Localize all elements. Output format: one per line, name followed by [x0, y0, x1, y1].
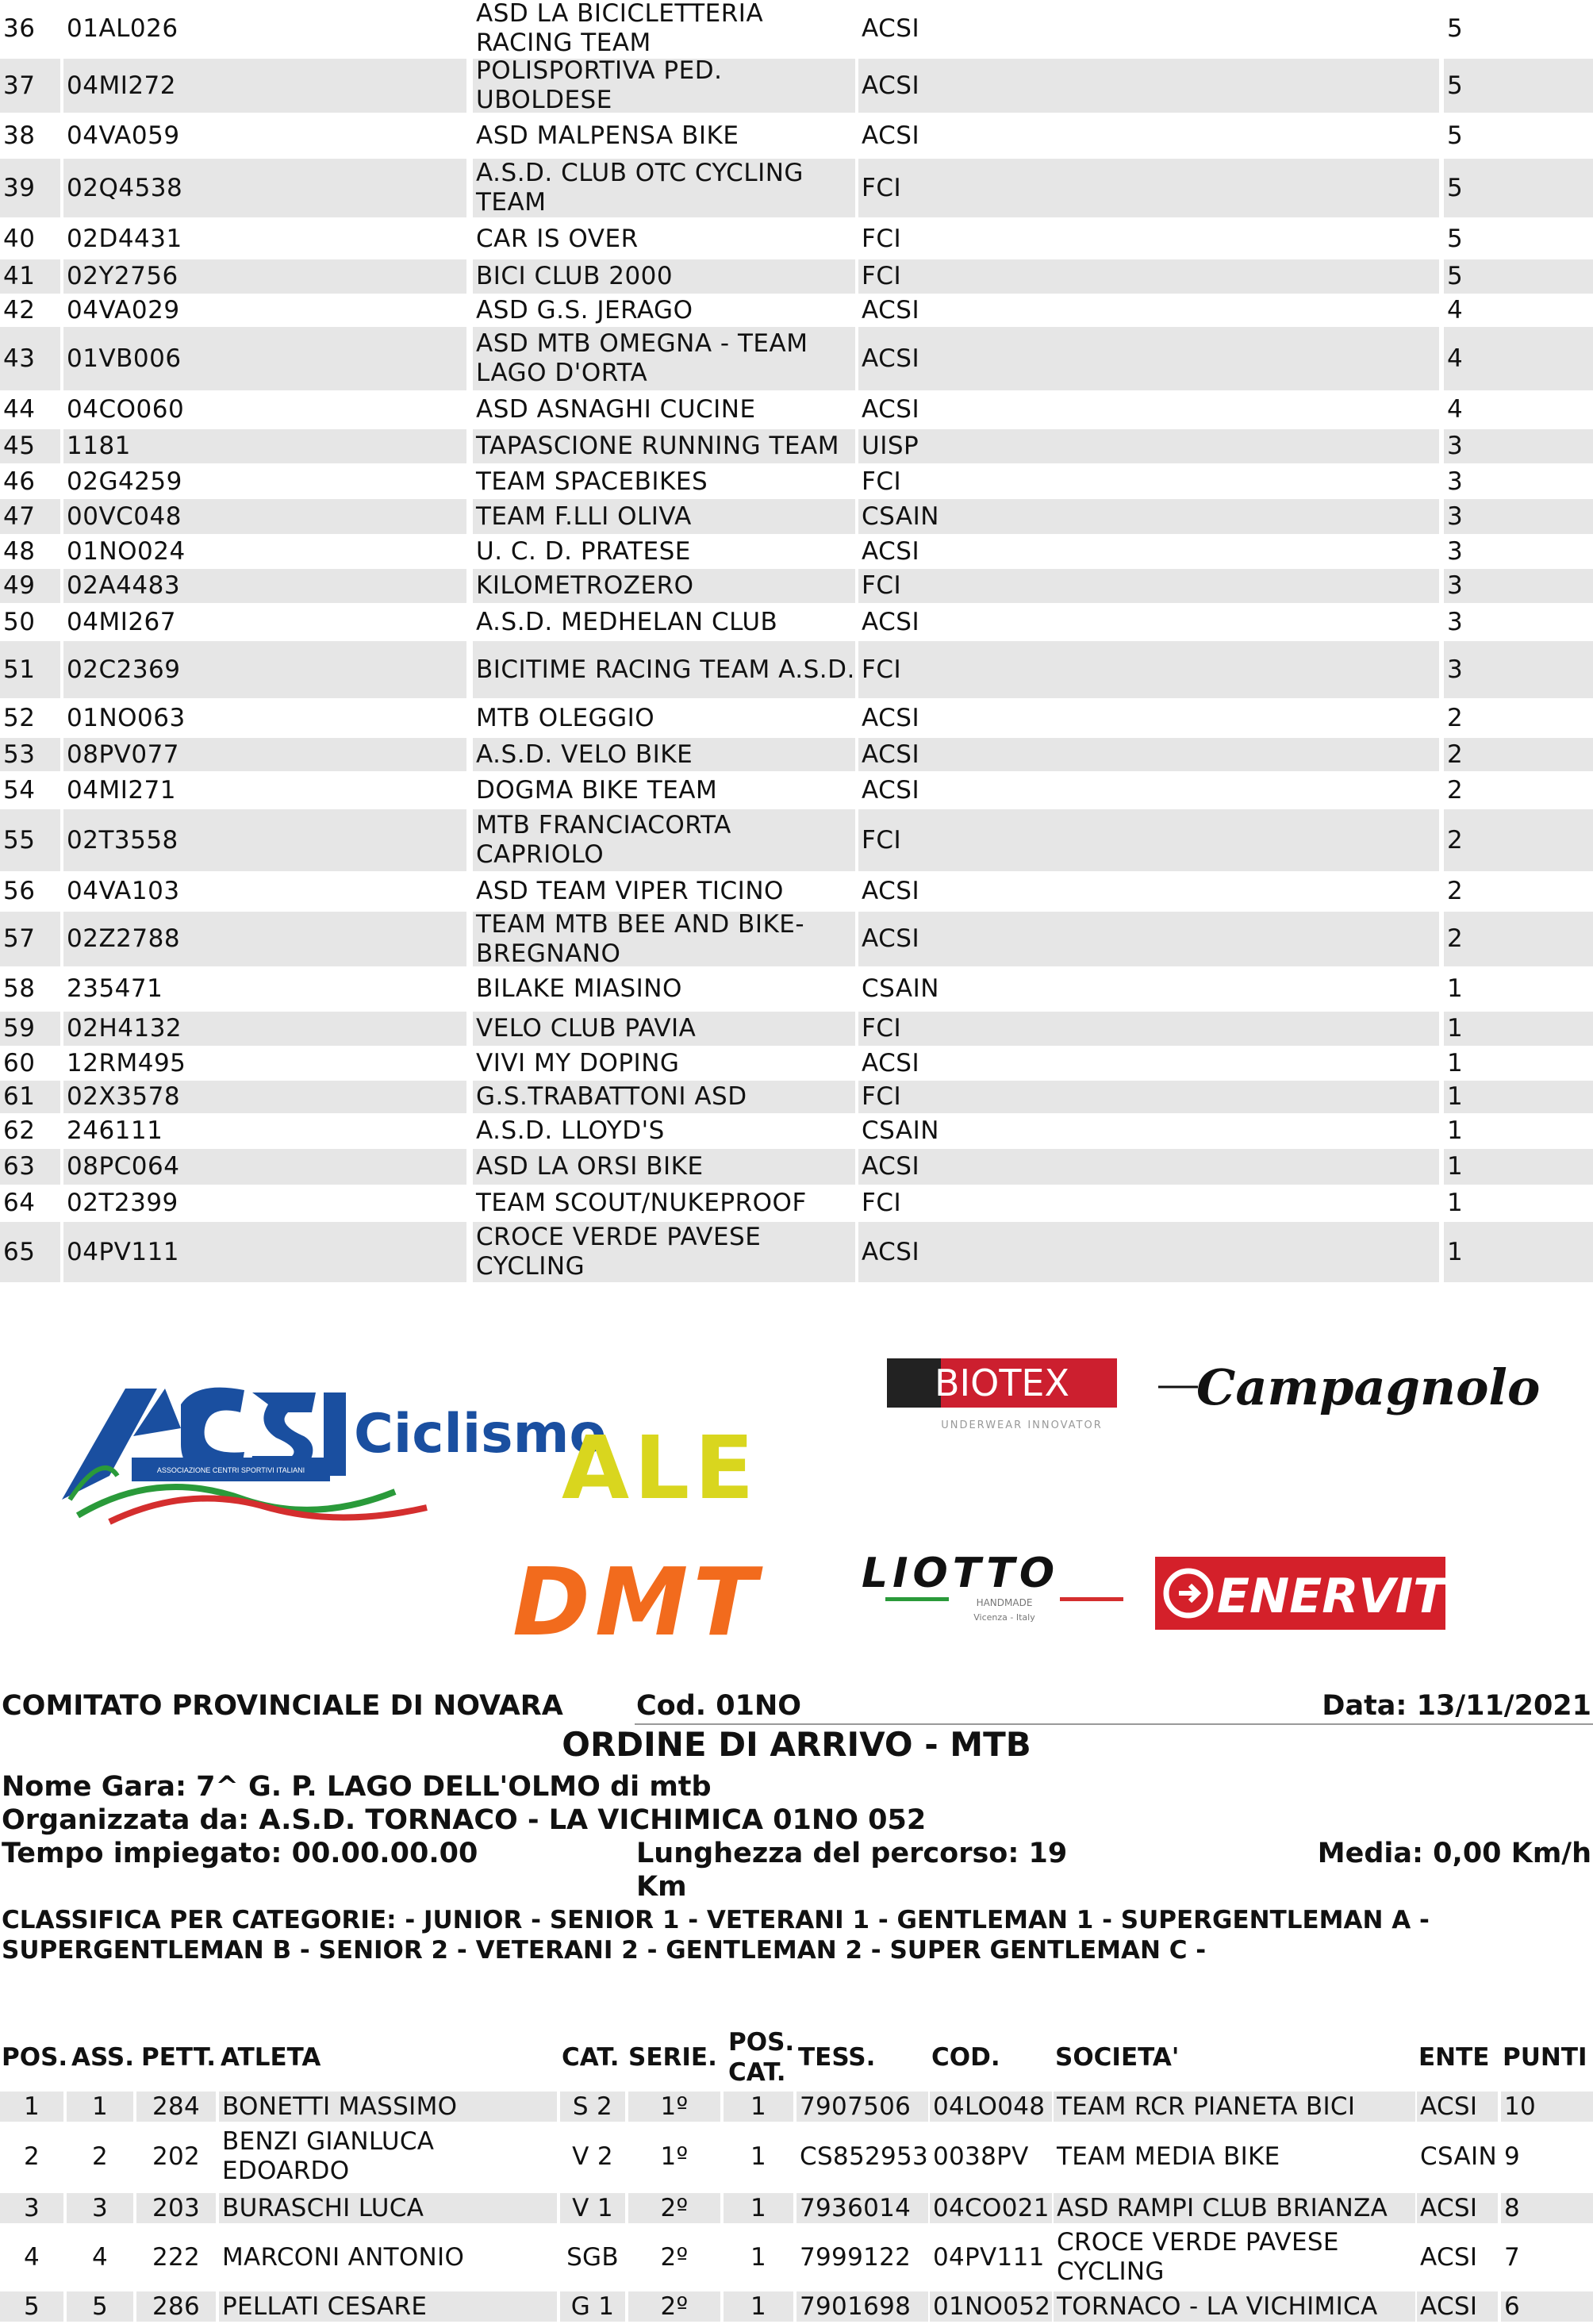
- standings-pts: 2: [1444, 738, 1593, 771]
- result-societa: CROCE VERDE PAVESE CYCLING: [1057, 2228, 1339, 2286]
- standings-code: 04MI271: [67, 775, 177, 805]
- standings-row: [0, 909, 1593, 968]
- biotex-logo: [887, 1358, 1117, 1438]
- acsi-ciclismo-logo: [62, 1381, 607, 1527]
- result-serie: 2º: [628, 2291, 720, 2322]
- standings-pos: 49: [0, 569, 60, 603]
- dmt-logo-text: DMT: [512, 1547, 762, 1657]
- result-pett: 284: [136, 2092, 216, 2122]
- col-pett: PETT.: [141, 2043, 216, 2072]
- standings-code: 04VA103: [67, 877, 180, 905]
- standings-pts: 2: [1444, 809, 1593, 871]
- result-tess: 7999122: [800, 2242, 912, 2272]
- result-pett: 222: [152, 2242, 201, 2272]
- standings-team: A.S.D. LLOYD'S: [476, 1116, 665, 1145]
- standings-code: 02T3558: [63, 809, 466, 871]
- standings-pts: 1: [1444, 1149, 1593, 1185]
- standings-team: A.S.D. MEDHELAN CLUB: [476, 607, 778, 636]
- standings-team: MTB FRANCIACORTA CAPRIOLO: [473, 809, 855, 871]
- standings-row: [0, 700, 1593, 736]
- standings-row: [0, 159, 1593, 217]
- standings-pos: 42: [3, 295, 36, 325]
- result-poscat: 1: [750, 2242, 767, 2272]
- result-pett: 286: [136, 2291, 216, 2322]
- standings-team: ASD MTB OMEGNA - TEAM LAGO D'ORTA: [473, 327, 855, 390]
- race-organizer: Organizzata da: A.S.D. TORNACO - LA VICHIMICA 01NO 052: [2, 1804, 927, 1836]
- standings-team: CAR IS OVER: [476, 224, 639, 253]
- standings-pos: 46: [3, 467, 36, 496]
- liotto-origin: Vicenza - Italy: [973, 1612, 1035, 1623]
- standings-row: [0, 1047, 1593, 1079]
- standings-row: [0, 1115, 1593, 1147]
- result-atleta: BONETTI MASSIMO: [219, 2092, 557, 2122]
- result-atleta: BENZI GIANLUCA EDOARDO: [222, 2127, 435, 2185]
- liotto-logo-text: LIOTTO: [862, 1550, 1060, 1597]
- liotto-handmade: HANDMADE: [976, 1597, 1033, 1608]
- standings-pos: 54: [3, 775, 36, 805]
- acsi-ciclismo-text: Ciclismo: [354, 1403, 607, 1465]
- result-cat: G 1: [560, 2291, 625, 2322]
- standings-ente: ACSI: [862, 1048, 920, 1077]
- standings-code: 02H4132: [63, 1012, 466, 1046]
- standings-code: 02D4431: [67, 224, 182, 253]
- standings-ente: ACSI: [862, 877, 920, 905]
- standings-row: [0, 56, 1593, 114]
- result-row: [0, 2291, 1593, 2322]
- result-poscat: 1: [724, 2291, 793, 2322]
- campagnolo-logo-graphic: [1158, 1349, 1541, 1436]
- standings-pos: 52: [3, 703, 36, 732]
- standings-code: 04PV111: [63, 1222, 466, 1282]
- standings-row: [0, 738, 1593, 771]
- standings-ente: CSAIN: [862, 1116, 939, 1145]
- ale-logo-graphic: [562, 1417, 800, 1519]
- standings-code: 01VB006: [63, 327, 466, 390]
- result-punti: 7: [1504, 2242, 1521, 2272]
- standings-code: 02G4259: [67, 467, 182, 496]
- standings-pts: 4: [1444, 327, 1593, 390]
- standings-code: 04VA059: [67, 121, 180, 150]
- standings-team: TAPASCIONE RUNNING TEAM: [473, 429, 855, 463]
- standings-pos: 45: [0, 429, 60, 463]
- standings-pts: 1: [1444, 1222, 1593, 1282]
- standings-pts: 2: [1447, 775, 1464, 805]
- standings-team: BICI CLUB 2000: [473, 259, 855, 294]
- standings-team: ASD TEAM VIPER TICINO: [476, 877, 784, 905]
- result-societa: TORNACO - LA VICHIMICA: [1054, 2291, 1415, 2322]
- race-length: Lunghezza del percorso: 19: [636, 1838, 1068, 1869]
- standings-code: 1181: [63, 429, 466, 463]
- standings-code: 04CO060: [67, 395, 185, 424]
- standings-row: [0, 605, 1593, 640]
- result-serie: 1º: [628, 2092, 720, 2122]
- standings-pos: 43: [0, 327, 60, 390]
- standings-code: 02Q4538: [63, 159, 466, 217]
- standings-pts: 5: [1444, 159, 1593, 217]
- col-atleta: ATLETA: [221, 2043, 321, 2072]
- standings-ente: ACSI: [862, 775, 920, 805]
- col-cod: COD.: [931, 2043, 1000, 2072]
- result-poscat: 1: [724, 2193, 793, 2223]
- enervit-logo-graphic: [1155, 1557, 1445, 1630]
- standings-pos: 62: [3, 1116, 36, 1145]
- result-cod: 04LO048: [930, 2092, 1052, 2122]
- ale-logo: [562, 1417, 800, 1519]
- standings-team: KILOMETROZERO: [473, 569, 855, 603]
- standings-code: 02X3578: [63, 1081, 466, 1113]
- standings-pts: 3: [1444, 499, 1593, 534]
- standings-row: [0, 0, 1593, 57]
- standings-pts: 1: [1447, 974, 1464, 1003]
- standings-row: [0, 773, 1593, 808]
- page-title: ORDINE DI ARRIVO - MTB: [562, 1725, 1031, 1764]
- standings-pos: 39: [0, 159, 60, 217]
- standings-team: ASD G.S. JERAGO: [476, 295, 693, 325]
- biotex-tagline: UNDERWEAR INNOVATOR: [941, 1419, 1103, 1431]
- standings-code: 235471: [67, 974, 163, 1003]
- result-cod: 04PV111: [933, 2242, 1045, 2272]
- standings-pos: 41: [0, 259, 60, 294]
- standings-pos: 47: [0, 499, 60, 534]
- result-pos: 4: [23, 2242, 40, 2272]
- standings-team: TEAM F.LLI OLIVA: [473, 499, 855, 534]
- standings-pts: 2: [1447, 877, 1464, 905]
- result-tess: 7936014: [796, 2193, 928, 2223]
- standings-code: 04MI272: [63, 59, 466, 113]
- standings-pts: 3: [1447, 607, 1464, 636]
- standings-code: 04VA029: [67, 295, 180, 325]
- standings-pts: 1: [1447, 1116, 1464, 1145]
- standings-ente: ACSI: [858, 59, 1439, 113]
- race-date: Data: 13/11/2021: [1322, 1690, 1591, 1722]
- result-cat: SGB: [566, 2242, 619, 2272]
- result-societa: TEAM MEDIA BIKE: [1057, 2142, 1280, 2171]
- categories-line-2: SUPERGENTLEMAN B - SENIOR 2 - VETERANI 2 - GENTLEMAN 2 - SUPER GENTLEMAN C -: [2, 1936, 1207, 1965]
- standings-ente: CSAIN: [858, 499, 1439, 534]
- result-pos: 2: [23, 2142, 40, 2171]
- standings-team: TEAM SCOUT/NUKEPROOF: [476, 1189, 807, 1217]
- standings-code: 02Z2788: [63, 912, 466, 966]
- standings-code: 12RM495: [67, 1048, 186, 1077]
- standings-team: A.S.D. CLUB OTC CYCLING TEAM: [473, 159, 855, 217]
- standings-team: ASD MALPENSA BIKE: [476, 121, 739, 150]
- result-ass: 3: [67, 2193, 133, 2223]
- standings-code: 01NO024: [67, 536, 186, 566]
- standings-ente: FCI: [858, 809, 1439, 871]
- standings-row: [0, 327, 1593, 390]
- result-punti: 8: [1501, 2193, 1593, 2223]
- race-length-unit: Km: [636, 1871, 687, 1903]
- standings-ente: ACSI: [862, 536, 920, 566]
- standings-pts: 5: [1444, 59, 1593, 113]
- standings-ente: ACSI: [862, 295, 920, 325]
- standings-ente: FCI: [862, 467, 902, 496]
- campagnolo-logo-text: Campagnolo: [1196, 1358, 1541, 1416]
- standings-pts: 5: [1447, 13, 1464, 43]
- standings-row: [0, 114, 1593, 157]
- result-ente: CSAIN: [1420, 2142, 1497, 2171]
- standings-ente: FCI: [858, 641, 1439, 698]
- standings-code: 02Y2756: [63, 259, 466, 294]
- standings-ente: ACSI: [858, 912, 1439, 966]
- enervit-logo-text: ENERVIT: [1217, 1569, 1446, 1624]
- result-ente: ACSI: [1417, 2291, 1498, 2322]
- standings-ente: ACSI: [862, 395, 920, 424]
- col-poscat-1: POS.: [728, 2028, 795, 2057]
- standings-team: BICITIME RACING TEAM A.S.D.: [473, 641, 855, 698]
- standings-pts: 3: [1444, 641, 1593, 698]
- result-cod: 01NO052: [930, 2291, 1052, 2322]
- standings-code: 246111: [67, 1116, 163, 1145]
- standings-pos: 40: [3, 224, 36, 253]
- standings-team: BILAKE MIASINO: [476, 974, 682, 1003]
- result-cat: V 1: [560, 2193, 625, 2223]
- committee-name: COMITATO PROVINCIALE DI NOVARA: [2, 1690, 563, 1722]
- standings-code: 02T2399: [67, 1189, 178, 1217]
- result-pos: 5: [0, 2291, 63, 2322]
- standings-ente: FCI: [858, 1012, 1439, 1046]
- enervit-logo: [1155, 1557, 1445, 1630]
- standings-pos: 59: [0, 1012, 60, 1046]
- standings-row: [0, 641, 1593, 698]
- standings-row: [0, 569, 1593, 603]
- col-ente: ENTE: [1418, 2043, 1490, 2072]
- standings-ente: FCI: [858, 569, 1439, 603]
- standings-row: [0, 1081, 1593, 1113]
- biotex-logo-graphic: [887, 1358, 1117, 1438]
- standings-pos: 44: [3, 395, 36, 424]
- standings-row: [0, 295, 1593, 325]
- standings-pos: 60: [3, 1048, 36, 1077]
- standings-row: [0, 499, 1593, 534]
- result-ente: ACSI: [1417, 2092, 1498, 2122]
- committee-code: Cod. 01NO: [636, 1690, 802, 1722]
- result-punti: 6: [1501, 2291, 1593, 2322]
- result-societa: ASD RAMPI CLUB BRIANZA: [1054, 2193, 1415, 2223]
- standings-code: 00VC048: [63, 499, 466, 534]
- col-societa: SOCIETA': [1055, 2043, 1180, 2072]
- result-ass: 1: [67, 2092, 133, 2122]
- standings-pts: 5: [1444, 259, 1593, 294]
- result-ente: ACSI: [1420, 2242, 1478, 2272]
- result-punti: 9: [1504, 2142, 1521, 2171]
- campagnolo-logo: [1158, 1349, 1541, 1436]
- standings-row: [0, 1222, 1593, 1282]
- standings-pos: 58: [3, 974, 36, 1003]
- standings-pos: 64: [3, 1189, 36, 1217]
- standings-code: 04MI267: [67, 607, 177, 636]
- standings-row: [0, 392, 1593, 428]
- standings-pos: 51: [0, 641, 60, 698]
- standings-code: 01NO063: [67, 703, 186, 732]
- col-pos: POS.: [2, 2043, 68, 2072]
- result-poscat: 1: [750, 2142, 767, 2171]
- result-ente: ACSI: [1417, 2193, 1498, 2223]
- standings-ente: ACSI: [862, 121, 920, 150]
- standings-team: POLISPORTIVA PED. UBOLDESE: [473, 59, 855, 113]
- standings-pos: 56: [3, 877, 36, 905]
- standings-code: 08PC064: [63, 1149, 466, 1185]
- standings-team: CROCE VERDE PAVESE CYCLING: [473, 1222, 855, 1282]
- col-serie: SERIE.: [628, 2043, 717, 2072]
- result-pos: 3: [0, 2193, 63, 2223]
- result-poscat: 1: [724, 2092, 793, 2122]
- result-tess: 7907506: [796, 2092, 928, 2122]
- standings-pos: 61: [0, 1081, 60, 1113]
- standings-ente: UISP: [858, 429, 1439, 463]
- standings-pts: 1: [1444, 1081, 1593, 1113]
- result-pett: 203: [136, 2193, 216, 2223]
- standings-pos: 50: [3, 607, 36, 636]
- standings-team: G.S.TRABATTONI ASD: [473, 1081, 855, 1113]
- standings-team: VIVI MY DOPING: [476, 1048, 680, 1077]
- result-atleta: PELLATI CESARE: [219, 2291, 557, 2322]
- result-atleta: MARCONI ANTONIO: [222, 2242, 465, 2272]
- standings-pts: 5: [1447, 121, 1464, 150]
- standings-pts: 1: [1447, 1048, 1464, 1077]
- result-ass: 4: [91, 2242, 109, 2272]
- liotto-logo-graphic: [862, 1550, 1149, 1633]
- standings-pos: 38: [3, 121, 36, 150]
- result-punti: 10: [1501, 2092, 1593, 2122]
- standings-pts: 3: [1447, 536, 1464, 566]
- acsi-logo-graphic: [62, 1381, 607, 1527]
- standings-pts: 5: [1447, 224, 1464, 253]
- standings-ente: ACSI: [858, 1222, 1439, 1282]
- standings-row: [0, 809, 1593, 871]
- standings-ente: FCI: [862, 1189, 902, 1217]
- col-ass: ASS.: [71, 2043, 135, 2072]
- standings-team: MTB OLEGGIO: [476, 703, 655, 732]
- ale-logo-text: ALE: [562, 1417, 759, 1519]
- standings-ente: FCI: [858, 1081, 1439, 1113]
- race-average-speed: Media: 0,00 Km/h: [1317, 1838, 1591, 1869]
- standings-row: [0, 465, 1593, 498]
- standings-pos: 53: [0, 738, 60, 771]
- standings-row: [0, 873, 1593, 910]
- result-cod: 04CO021: [930, 2193, 1052, 2223]
- col-punti: PUNTI: [1503, 2043, 1587, 2072]
- standings-team: ASD LA ORSI BIKE: [473, 1149, 855, 1185]
- standings-ente: ACSI: [858, 1149, 1439, 1185]
- standings-pos: 37: [0, 59, 60, 113]
- result-ass: 5: [67, 2291, 133, 2322]
- result-societa: TEAM RCR PIANETA BICI: [1054, 2092, 1415, 2122]
- standings-pts: 3: [1444, 569, 1593, 603]
- standings-ente: FCI: [858, 259, 1439, 294]
- result-row: [0, 2126, 1593, 2188]
- result-row: [0, 2193, 1593, 2223]
- result-tess: 7901698: [796, 2291, 928, 2322]
- standings-code: 01AL026: [67, 13, 178, 43]
- col-cat: CAT.: [562, 2043, 620, 2072]
- dmt-logo: [506, 1547, 855, 1657]
- standings-pts: 2: [1444, 912, 1593, 966]
- standings-pos: 65: [0, 1222, 60, 1282]
- standings-pts: 4: [1447, 395, 1464, 424]
- standings-team: TEAM SPACEBIKES: [476, 467, 708, 496]
- standings-row: [0, 1186, 1593, 1220]
- standings-team: U. C. D. PRATESE: [476, 536, 691, 566]
- result-cod: 0038PV: [933, 2142, 1029, 2171]
- standings-pts: 3: [1447, 467, 1464, 496]
- standings-ente: ACSI: [862, 703, 920, 732]
- standings-pts: 3: [1444, 429, 1593, 463]
- result-pett: 202: [152, 2142, 201, 2171]
- standings-team: VELO CLUB PAVIA: [473, 1012, 855, 1046]
- standings-ente: FCI: [862, 224, 902, 253]
- result-tess: CS852953: [800, 2142, 929, 2171]
- standings-pos: 55: [0, 809, 60, 871]
- standings-code: 02A4483: [63, 569, 466, 603]
- standings-pos: 48: [3, 536, 36, 566]
- result-row: [0, 2092, 1593, 2122]
- race-time: Tempo impiegato: 00.00.00.00: [2, 1838, 478, 1869]
- standings-team: TEAM MTB BEE AND BIKE-BREGNANO: [473, 912, 855, 966]
- standings-ente: ACSI: [858, 738, 1439, 771]
- biotex-logo-text: BIOTEX: [934, 1362, 1070, 1404]
- result-cat: V 2: [572, 2142, 613, 2171]
- result-ass: 2: [91, 2142, 109, 2171]
- result-serie: 2º: [628, 2193, 720, 2223]
- standings-pts: 1: [1444, 1012, 1593, 1046]
- col-poscat-2: CAT.: [728, 2058, 786, 2087]
- col-tess: TESS.: [798, 2043, 876, 2072]
- result-atleta: BURASCHI LUCA: [219, 2193, 557, 2223]
- standings-ente: FCI: [858, 159, 1439, 217]
- result-pos: 1: [0, 2092, 63, 2122]
- standings-ente: CSAIN: [862, 974, 939, 1003]
- liotto-logo: [862, 1550, 1149, 1633]
- standings-ente: ACSI: [858, 327, 1439, 390]
- standings-ente: ACSI: [862, 607, 920, 636]
- result-row: [0, 2228, 1593, 2287]
- standings-code: 02C2369: [63, 641, 466, 698]
- standings-pos: 63: [0, 1149, 60, 1185]
- standings-team: ASD LA BICICLETTERIA RACING TEAM: [476, 0, 764, 57]
- standings-code: 08PV077: [63, 738, 466, 771]
- race-name: Nome Gara: 7^ G. P. LAGO DELL'OLMO di mtb: [2, 1771, 712, 1803]
- result-cat: S 2: [560, 2092, 625, 2122]
- standings-row: [0, 1012, 1593, 1046]
- standings-row: [0, 429, 1593, 463]
- result-serie: 2º: [660, 2242, 689, 2272]
- standings-row: [0, 220, 1593, 258]
- standings-ente: ACSI: [862, 13, 920, 43]
- standings-pts: 1: [1447, 1189, 1464, 1217]
- standings-team: ASD ASNAGHI CUCINE: [476, 395, 756, 424]
- standings-team: A.S.D. VELO BIKE: [473, 738, 855, 771]
- standings-pos: 36: [3, 13, 36, 43]
- standings-team: DOGMA BIKE TEAM: [476, 775, 718, 805]
- dmt-logo-graphic: [506, 1547, 855, 1657]
- categories-line-1: CLASSIFICA PER CATEGORIE: - JUNIOR - SENIOR 1 - VETERANI 1 - GENTLEMAN 1 - SUPERGENTLEMAN A -: [2, 1906, 1430, 1934]
- standings-row: [0, 968, 1593, 1010]
- standings-pos: 57: [0, 912, 60, 966]
- standings-row: [0, 536, 1593, 567]
- acsi-tagline: ASSOCIAZIONE CENTRI SPORTIVI ITALIANI: [156, 1466, 305, 1474]
- standings-pts: 2: [1447, 703, 1464, 732]
- standings-row: [0, 259, 1593, 294]
- result-serie: 1º: [660, 2142, 689, 2171]
- standings-pts: 4: [1447, 295, 1464, 325]
- standings-row: [0, 1149, 1593, 1185]
